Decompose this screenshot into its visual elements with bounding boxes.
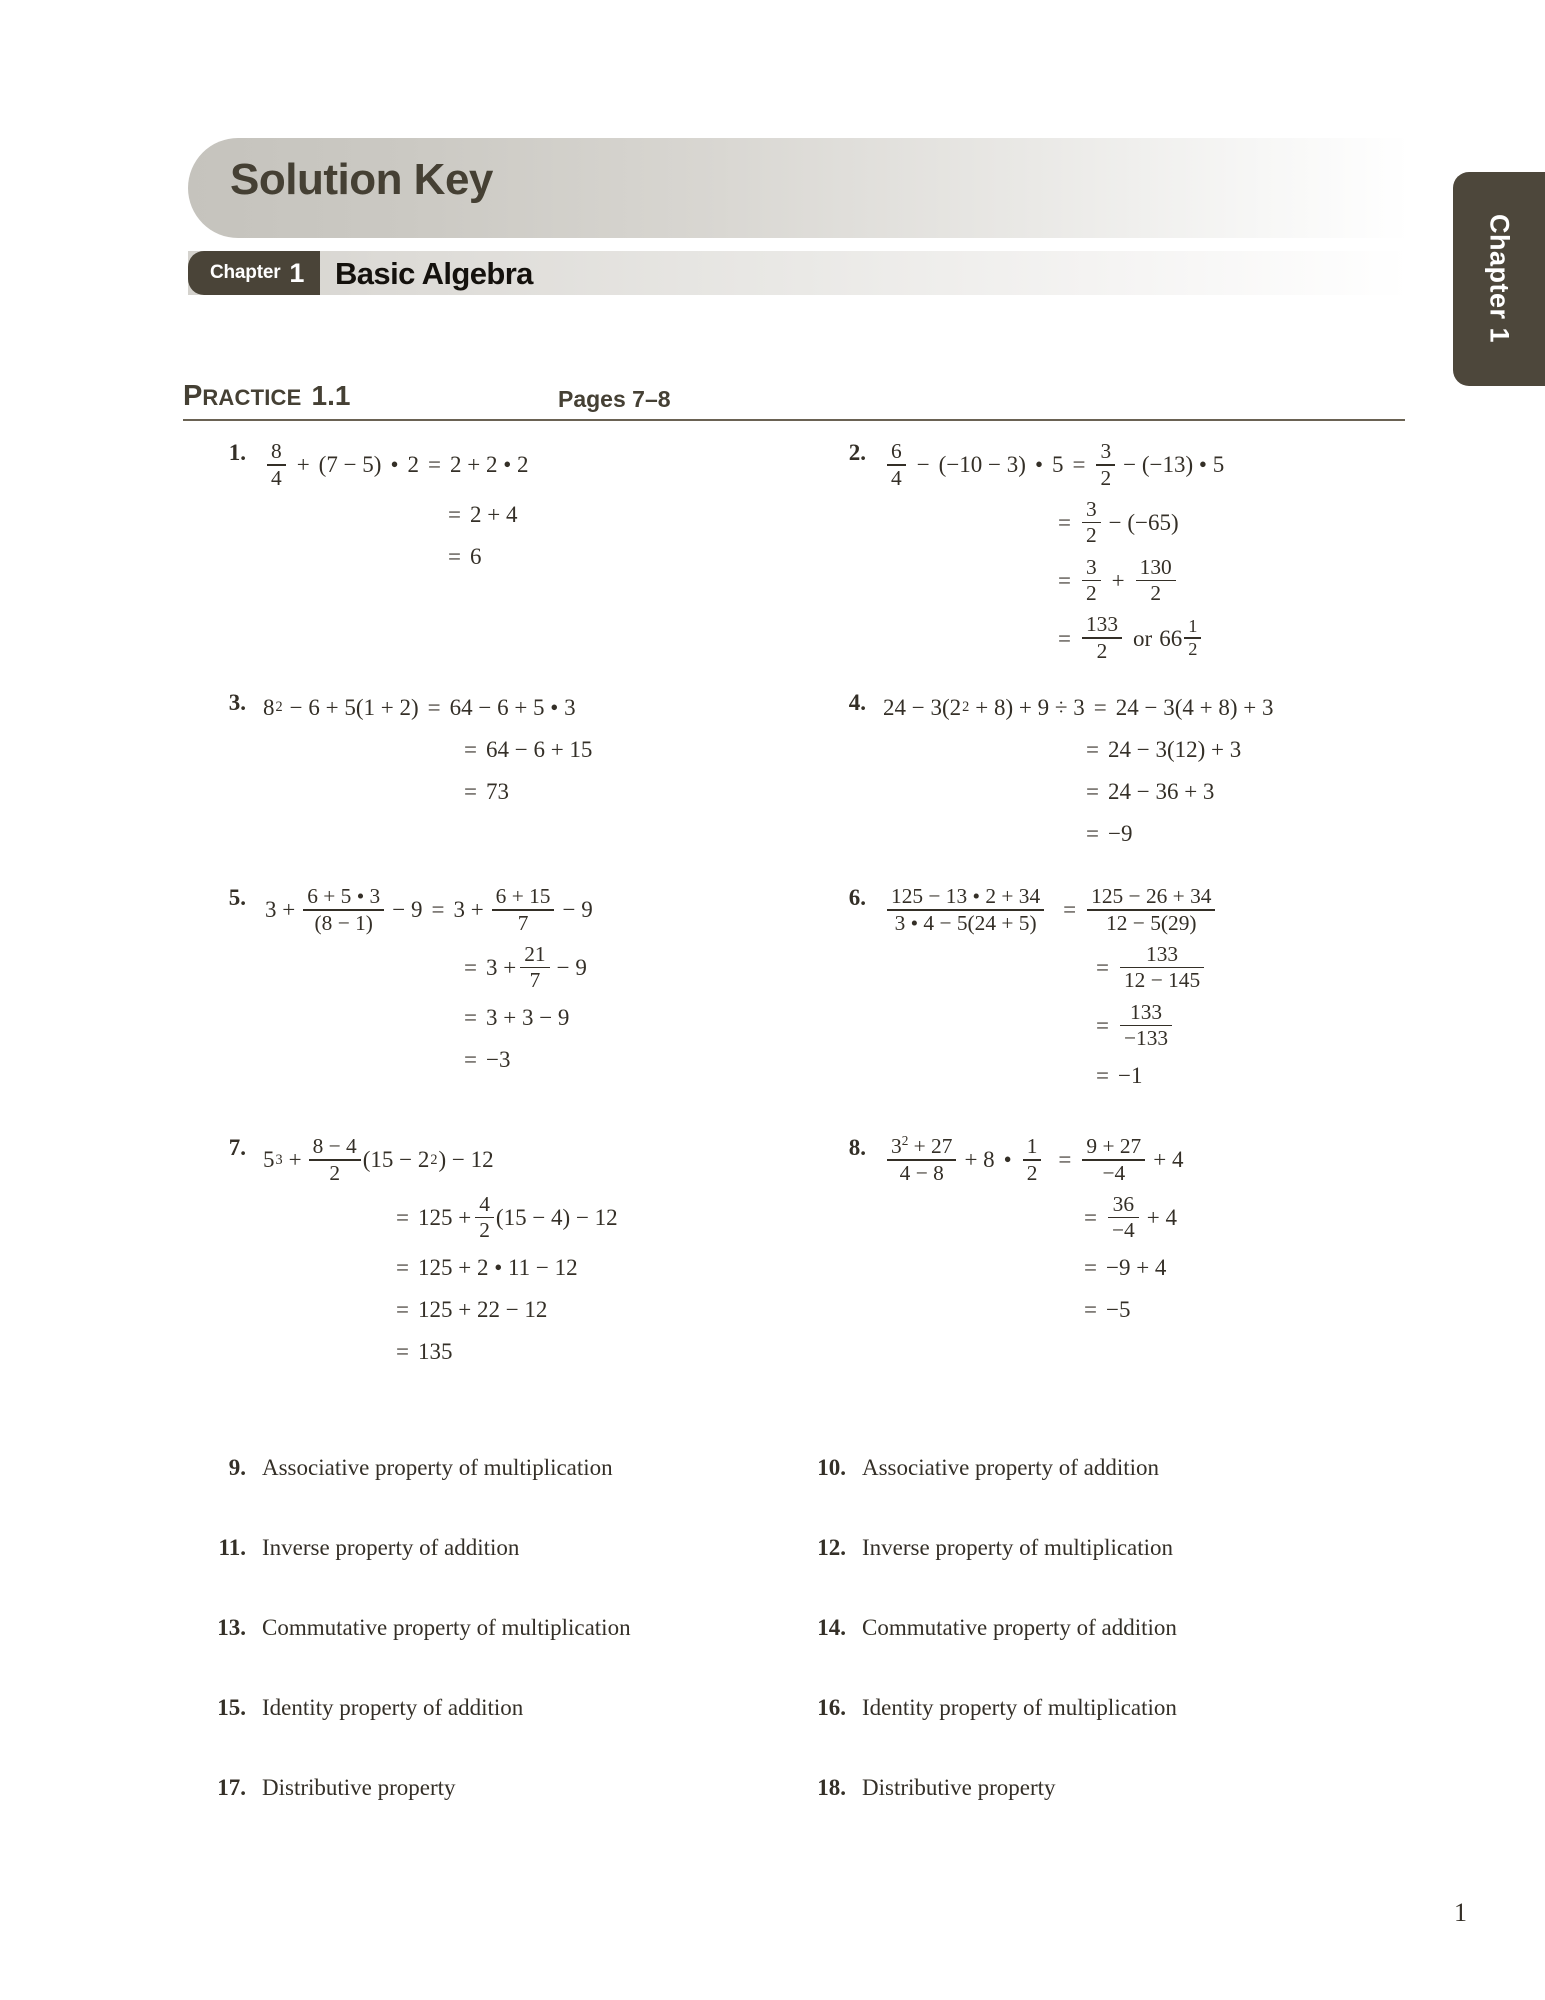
operator-equals: = (396, 1205, 409, 1231)
math-line (882, 885, 1440, 935)
group-head: (15 − 2 (362, 1147, 430, 1173)
property-item-12 (800, 1535, 1173, 1561)
final-answer: −9 (1107, 820, 1133, 846)
problem-7 (200, 1135, 820, 1369)
math-line (262, 1193, 820, 1243)
problem-number: 2. (848, 440, 866, 465)
result-tail: − (−65) (1108, 510, 1179, 536)
base-8: 8 (263, 694, 275, 720)
math-line (882, 440, 1440, 490)
problem-list (0, 440, 1545, 1395)
operator-equals: = (464, 955, 477, 981)
numerator: 21 (524, 941, 546, 966)
chapter-badge-number: 1 (289, 257, 305, 288)
property-text: Inverse property of addition (262, 1535, 520, 1560)
result-expression: 125 + 2 • 11 − 12 (417, 1255, 578, 1281)
numerator (887, 1132, 956, 1159)
property-number: 12. (817, 1535, 846, 1560)
operator-equals: = (448, 502, 461, 528)
chapter-side-tab-label: Chapter 1 (1484, 214, 1515, 344)
chapter-badge-word: Chapter (210, 262, 281, 283)
fraction-simplified-1 (1087, 885, 1215, 935)
problem-8 (820, 1132, 1440, 1327)
operator-dot: • (1003, 1147, 1012, 1173)
operator-equals: = (396, 1255, 409, 1281)
property-text: Associative property of multiplication (262, 1455, 613, 1480)
math-line (882, 1251, 1440, 1285)
property-item-18 (800, 1775, 1056, 1801)
fraction-8minus4-over-2 (309, 1135, 361, 1185)
fraction-1-over-2 (1184, 617, 1201, 660)
numerator-base: 3 (891, 1134, 902, 1158)
property-text: Identity property of addition (262, 1695, 524, 1720)
result-tail: − (−13) • 5 (1123, 452, 1225, 478)
math-line (262, 774, 820, 808)
result-tail: + 4 (1153, 1147, 1184, 1173)
operator-dot: • (390, 452, 399, 478)
final-answer: −3 (485, 1047, 511, 1073)
numerator: 130 (1139, 554, 1172, 579)
fraction-complex-left (887, 885, 1044, 935)
math-line (262, 498, 820, 532)
property-text: Distributive property (862, 1775, 1056, 1800)
math-line (262, 440, 820, 490)
math-line (882, 774, 1440, 808)
operator-equals: = (1058, 567, 1071, 593)
numerator: 3 (1085, 496, 1097, 521)
expression-tail: + 8) + 9 ÷ 3 (975, 694, 1085, 720)
fraction-3-over-2 (1096, 440, 1115, 490)
numerator: 36 (1112, 1191, 1135, 1216)
result-expression: 64 − 6 + 5 • 3 (449, 694, 576, 720)
math-line: 24 − 3(2 2 + 8) + 9 ÷ 3 = 24 − 3(4 + 8) + 3 (882, 690, 1440, 724)
property-number: 15. (217, 1695, 246, 1720)
operand-5: 5 (1052, 452, 1064, 478)
denominator: 7 (517, 910, 529, 935)
math-line (882, 556, 1440, 606)
group-7-minus-5: (7 − 5) (318, 452, 382, 478)
property-number: 14. (817, 1615, 846, 1640)
property-row (0, 1695, 1545, 1775)
operator-equals: = (1096, 955, 1109, 981)
numerator: 6 + 5 • 3 (307, 884, 381, 908)
expression-tail: − 6 + 5(1 + 2) (289, 694, 419, 720)
result-expression: 2 + 2 • 2 (450, 452, 529, 478)
result-tail: − 9 (556, 955, 587, 981)
result-expression: 24 − 3(12) + 3 (1107, 736, 1242, 762)
problem-1 (200, 440, 820, 574)
property-text: Identity property of multiplication (862, 1695, 1177, 1720)
fraction-133-over-2 (1082, 613, 1122, 663)
expression-tail: − 9 (392, 897, 423, 923)
property-answers-list (0, 1455, 1545, 1855)
math-line (262, 1335, 820, 1369)
practice-label-rest: RACTICE (202, 385, 302, 410)
result-tail: + 4 (1146, 1205, 1177, 1231)
result-head: 125 + (417, 1205, 472, 1231)
math-line (882, 613, 1440, 663)
property-item-9 (200, 1455, 613, 1481)
operator-plus: + (296, 452, 310, 478)
property-item-16 (800, 1695, 1177, 1721)
final-answer: 73 (485, 778, 509, 804)
denominator: 2 (1096, 639, 1108, 664)
problem-body (262, 885, 820, 1077)
result-expression: −9 + 4 (1105, 1255, 1167, 1281)
math-line (882, 1293, 1440, 1327)
numerator: 8 (271, 439, 282, 463)
operator-equals: = (464, 1047, 477, 1073)
result-expression: 3 + 3 − 9 (485, 1005, 570, 1031)
fraction-1-over-2 (1023, 1135, 1042, 1185)
fraction-130-over-2 (1136, 556, 1176, 606)
denominator: 2 (329, 1160, 341, 1185)
fraction-3-over-2 (1082, 498, 1101, 548)
property-text: Inverse property of multiplication (862, 1535, 1174, 1560)
denominator: 4 (891, 465, 902, 490)
numerator: 6 (891, 439, 902, 463)
mixed-number-66-and-half (1158, 617, 1202, 660)
operator-equals: = (1096, 1062, 1109, 1088)
fraction-21-over-7 (520, 943, 549, 993)
numerator: 133 (1130, 999, 1163, 1024)
property-text: Commutative property of addition (862, 1615, 1177, 1640)
property-row (0, 1615, 1545, 1695)
denominator: 2 (1085, 581, 1097, 606)
property-number: 17. (217, 1775, 246, 1800)
denominator: −4 (1111, 1218, 1135, 1243)
property-number: 9. (228, 1455, 246, 1480)
operator-equals: = (1058, 625, 1071, 651)
operator-equals: = (428, 452, 442, 478)
property-row (0, 1775, 1545, 1855)
operator-equals: = (1084, 1297, 1097, 1323)
numerator: 133 (1085, 612, 1119, 637)
problem-row (0, 885, 1545, 1135)
denominator: 12 − 5(29) (1106, 910, 1197, 935)
chapter-badge (188, 251, 320, 295)
problem-4 (820, 690, 1440, 850)
numerator: 133 (1146, 941, 1179, 966)
property-item-17 (200, 1775, 456, 1801)
denominator: −133 (1123, 1026, 1169, 1051)
math-line (882, 816, 1440, 850)
fraction-3sq-plus-27-over-4minus8 (887, 1132, 956, 1185)
denominator: 3 • 4 − 5(24 + 5) (894, 910, 1037, 935)
final-answer: 6 (469, 544, 482, 570)
problem-5 (200, 885, 820, 1077)
result-expression: 125 + 22 − 12 (417, 1297, 548, 1323)
numerator: 4 (479, 1191, 490, 1216)
problem-body (882, 440, 1440, 663)
numerator: 125 − 13 • 2 + 34 (891, 884, 1041, 908)
math-line (262, 540, 820, 574)
solution-key-title: Solution Key (230, 155, 493, 204)
chapter-title: Basic Algebra (335, 256, 533, 291)
denominator: (8 − 1) (314, 910, 373, 935)
result-head: 3 + (485, 955, 517, 981)
operator-equals: = (1093, 694, 1107, 720)
math-line (882, 732, 1440, 766)
practice-divider (183, 419, 1405, 421)
result-expression: 24 − 3(4 + 8) + 3 (1115, 694, 1274, 720)
property-number: 10. (817, 1455, 846, 1480)
math-line (262, 943, 820, 993)
property-text: Commutative property of multiplication (262, 1615, 631, 1640)
numerator: 6 + 15 (495, 884, 551, 908)
denominator: −4 (1102, 1160, 1126, 1185)
property-number: 11. (218, 1535, 246, 1560)
denominator: 2 (1026, 1160, 1038, 1185)
fraction-6plus15-over-7 (492, 885, 555, 935)
operator-minus: − (916, 452, 930, 478)
operator-equals: = (1072, 452, 1086, 478)
whole-part: 66 (1159, 625, 1183, 651)
fraction-9plus27-over-neg4 (1082, 1135, 1145, 1185)
fraction-4-over-2 (475, 1193, 494, 1243)
fraction-complex-left (303, 885, 384, 935)
practice-label-initial: P (183, 380, 203, 412)
property-item-11 (200, 1535, 519, 1561)
math-line (882, 1001, 1440, 1051)
fraction-8-over-4 (267, 440, 286, 490)
math-line (262, 1001, 820, 1035)
math-line (882, 943, 1440, 993)
problem-row (0, 1132, 1545, 1395)
problem-body (882, 885, 1440, 1092)
numerator-tail: + 27 (913, 1134, 953, 1158)
operator-equals: = (448, 544, 461, 570)
operator-equals: = (1058, 510, 1071, 536)
result-head: 3 + (453, 897, 484, 923)
numerator: 3 (1100, 439, 1112, 463)
numerator: 1 (1188, 615, 1198, 636)
math-line: 8 2 − 6 + 5(1 + 2) = 64 − 6 + 5 • 3 (262, 690, 820, 724)
page-header (0, 0, 1545, 310)
denominator: 2 (479, 1218, 490, 1243)
final-answer: −1 (1117, 1062, 1143, 1088)
math-line (262, 1043, 820, 1077)
property-item-13 (200, 1615, 631, 1641)
math-line (262, 1293, 820, 1327)
problem-body (262, 1135, 820, 1369)
problem-body (882, 1132, 1440, 1327)
fraction-simplified-3 (1120, 1001, 1172, 1051)
operator-equals: = (464, 778, 477, 804)
practice-pages: Pages 7–8 (558, 386, 671, 412)
result-tail: − 9 (562, 897, 593, 923)
problem-number: 8. (848, 1135, 866, 1160)
math-line (262, 885, 820, 935)
property-row (0, 1535, 1545, 1615)
numerator: 1 (1026, 1134, 1038, 1158)
operator-equals: = (1086, 736, 1099, 762)
denominator: 2 (1150, 581, 1162, 606)
operator-equals: = (1084, 1255, 1097, 1281)
fraction-6-over-4 (887, 440, 906, 490)
operator-equals: = (1063, 897, 1077, 923)
practice-number: 1.1 (311, 380, 351, 411)
denominator: 7 (529, 968, 541, 993)
math-line (882, 498, 1440, 548)
property-text: Associative property of addition (862, 1455, 1160, 1480)
problem-body (262, 440, 820, 574)
denominator: 4 − 8 (899, 1160, 944, 1185)
expression-head: 3 + (265, 897, 296, 923)
group-neg10-minus-3: (−10 − 3) (938, 452, 1026, 478)
operator-plus: + (1111, 567, 1125, 593)
fraction-simplified-2 (1120, 943, 1204, 993)
problem-number: 4. (848, 690, 866, 715)
problem-number: 7. (228, 1135, 246, 1160)
fraction-36-over-neg4 (1108, 1193, 1139, 1243)
math-line: 5 3 + $\frac{8 - 4}{2}$ (15 − 2 2 ) − 12 (263, 1134, 494, 1185)
result-expression: 64 − 6 + 15 (485, 736, 593, 762)
problem-body (262, 690, 820, 808)
numerator: 3 (1085, 554, 1097, 579)
property-item-15 (200, 1695, 523, 1721)
final-answer: −5 (1105, 1297, 1131, 1323)
problem-number: 3. (228, 690, 246, 715)
property-item-14 (800, 1615, 1177, 1641)
practice-label (183, 380, 350, 413)
math-line (882, 1193, 1440, 1243)
practice-heading-row (183, 380, 1405, 418)
denominator: 2 (1100, 465, 1112, 490)
math-line (882, 1132, 1440, 1185)
problem-number: 1. (228, 440, 246, 465)
property-number: 16. (817, 1695, 846, 1720)
problem-number: 6. (848, 885, 866, 910)
denominator: 2 (1188, 639, 1198, 660)
result-expression: 2 + 4 (469, 502, 518, 528)
page-number: 1 (1454, 1898, 1467, 1927)
property-item-10 (800, 1455, 1159, 1481)
math-line (882, 1058, 1440, 1092)
property-number: 13. (217, 1615, 246, 1640)
operator-equals: = (431, 897, 445, 923)
operator-equals: = (1086, 778, 1099, 804)
base-5: 5 (263, 1147, 275, 1173)
problem-row (0, 440, 1545, 690)
final-answer: 135 (417, 1339, 453, 1365)
denominator: 12 − 145 (1123, 968, 1201, 993)
numerator: 8 − 4 (312, 1134, 357, 1158)
operator-equals: = (396, 1339, 409, 1365)
fraction-3-over-2 (1082, 556, 1101, 606)
result-tail: (15 − 4) − 12 (495, 1205, 618, 1231)
denominator: 4 (271, 465, 282, 490)
operator-plus: + (288, 1147, 302, 1173)
operator-dot: • (1034, 452, 1043, 478)
exponent-2: 2 (901, 1132, 909, 1148)
problem-6 (820, 885, 1440, 1092)
property-text: Distributive property (262, 1775, 456, 1800)
expression-middle: + 8 (964, 1147, 995, 1173)
problem-row (0, 690, 1545, 885)
denominator: 2 (1085, 523, 1097, 548)
operator-equals: = (396, 1297, 409, 1323)
operator-equals: = (1086, 820, 1099, 846)
operator-equals: = (464, 736, 477, 762)
problem-number: 5. (228, 885, 246, 910)
operand-2: 2 (407, 452, 420, 478)
group-tail: ) − 12 (438, 1147, 494, 1173)
math-line (262, 732, 820, 766)
conjunction-or: or (1133, 625, 1153, 651)
chapter-side-tab (1453, 172, 1545, 386)
result-expression: 24 − 36 + 3 (1107, 778, 1215, 804)
numerator: 125 − 26 + 34 (1091, 884, 1212, 908)
math-line (262, 1251, 820, 1285)
problem-body (882, 690, 1440, 850)
property-number: 18. (817, 1775, 846, 1800)
numerator: 9 + 27 (1086, 1134, 1142, 1158)
property-row (0, 1455, 1545, 1535)
operator-equals: = (427, 694, 441, 720)
operator-equals: = (1084, 1205, 1097, 1231)
problem-3 (200, 690, 820, 808)
problem-2 (820, 440, 1440, 663)
operator-equals: = (1058, 1147, 1072, 1173)
operator-equals: = (1096, 1012, 1109, 1038)
operator-equals: = (464, 1005, 477, 1031)
expression-head: 24 − 3(2 (883, 694, 962, 720)
